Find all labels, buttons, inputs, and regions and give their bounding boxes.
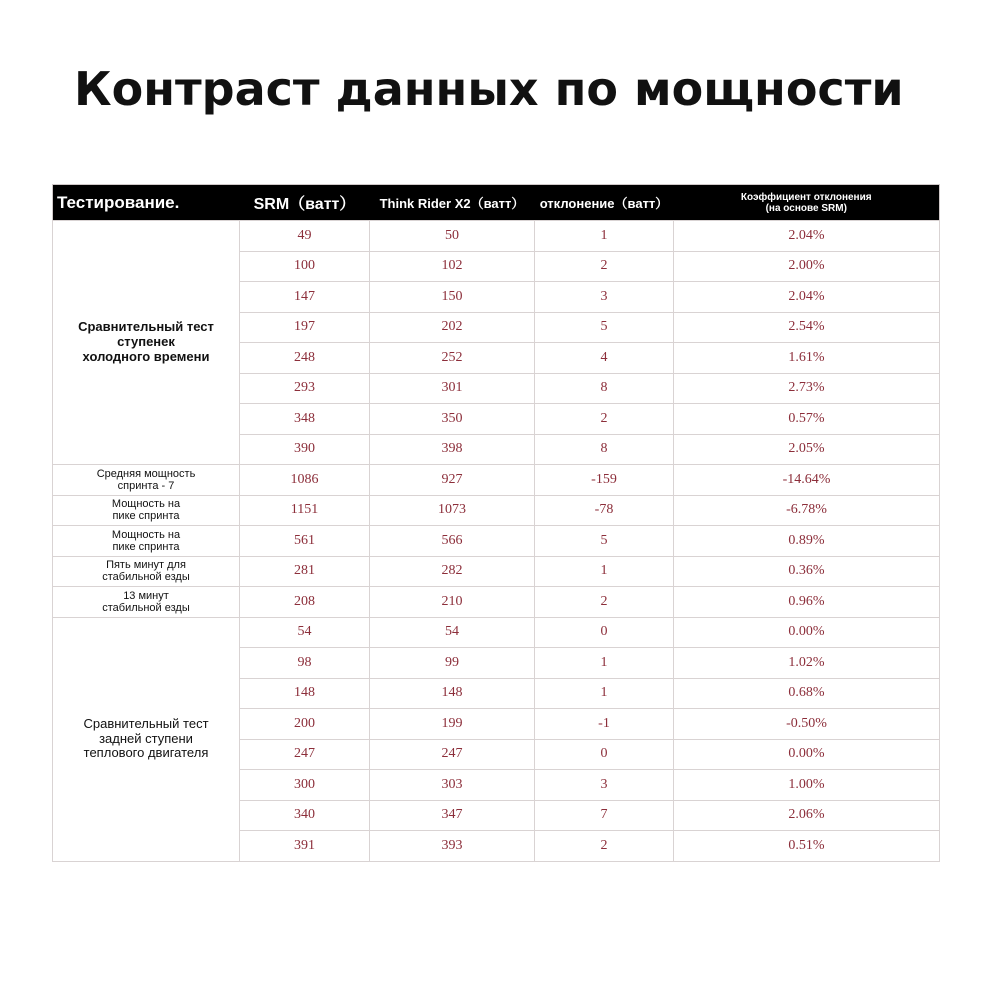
srm-value: 248	[240, 343, 370, 374]
coefficient-value: 0.89%	[674, 526, 940, 557]
coefficient-value: 0.51%	[674, 831, 940, 862]
think-rider-value: 150	[370, 282, 535, 313]
srm-value: 348	[240, 404, 370, 435]
coefficient-value: 2.00%	[674, 251, 940, 282]
deviation-value: 1	[535, 221, 674, 252]
coefficient-value: 1.00%	[674, 770, 940, 801]
coefficient-value: 2.04%	[674, 282, 940, 313]
deviation-value: 1	[535, 678, 674, 709]
coefficient-value: -6.78%	[674, 495, 940, 526]
table-body	[53, 221, 940, 862]
srm-value: 293	[240, 373, 370, 404]
deviation-value: -78	[535, 495, 674, 526]
think-rider-value: 54	[370, 617, 535, 648]
test-group-label-line: Сравнительный тест	[78, 319, 214, 335]
srm-value: 300	[240, 770, 370, 801]
think-rider-value: 350	[370, 404, 535, 435]
page-title: Контраст данных по мощности	[74, 62, 904, 116]
test-group-label-line: Пять минут для	[106, 559, 186, 572]
header-test: Тестирование.	[53, 185, 240, 221]
test-group-label	[53, 587, 240, 618]
test-group-label	[53, 617, 240, 861]
test-group-label-line: Средняя мощность	[96, 467, 196, 480]
deviation-value: 2	[535, 251, 674, 282]
think-rider-value: 148	[370, 678, 535, 709]
srm-value: 208	[240, 587, 370, 618]
think-rider-value: 927	[370, 465, 535, 496]
srm-value: 1151	[240, 495, 370, 526]
table-row	[53, 617, 940, 648]
srm-value: 197	[240, 312, 370, 343]
table-row	[53, 587, 940, 618]
deviation-value: 2	[535, 831, 674, 862]
table-row	[53, 495, 940, 526]
think-rider-value: 282	[370, 556, 535, 587]
srm-value: 391	[240, 831, 370, 862]
coefficient-value: 0.00%	[674, 739, 940, 770]
deviation-value: 3	[535, 282, 674, 313]
srm-value: 390	[240, 434, 370, 465]
test-group-label-line: задней ступени	[99, 730, 193, 746]
header-srm: SRM（ватт）	[240, 185, 370, 221]
srm-value: 561	[240, 526, 370, 557]
deviation-value: -159	[535, 465, 674, 496]
coefficient-value: 0.00%	[674, 617, 940, 648]
coefficient-value: 2.04%	[674, 221, 940, 252]
deviation-value: 5	[535, 312, 674, 343]
test-group-label	[53, 526, 240, 557]
header-think-rider: Think Rider X2（ватт）	[370, 185, 535, 221]
power-comparison-table	[52, 184, 940, 862]
deviation-value: 2	[535, 404, 674, 435]
test-group-label-line: Мощность на	[111, 498, 181, 511]
table-header-row	[53, 185, 940, 221]
think-rider-value: 50	[370, 221, 535, 252]
srm-value: 100	[240, 251, 370, 282]
deviation-value: 7	[535, 800, 674, 831]
srm-value: 148	[240, 678, 370, 709]
header-coefficient-line1: Коэффициент отклонения	[740, 191, 872, 203]
think-rider-value: 99	[370, 648, 535, 679]
test-group-label-line: 13 минут	[123, 589, 169, 602]
test-group-label-line: Мощность на	[111, 528, 181, 541]
test-group-label-line: ступенек	[117, 334, 175, 350]
srm-value: 200	[240, 709, 370, 740]
think-rider-value: 566	[370, 526, 535, 557]
think-rider-value: 303	[370, 770, 535, 801]
deviation-value: 1	[535, 556, 674, 587]
coefficient-value: 2.73%	[674, 373, 940, 404]
test-group-label-line: Сравнительный тест	[83, 715, 209, 731]
test-group-label-line: стабильной езды	[102, 601, 190, 614]
srm-value: 247	[240, 739, 370, 770]
deviation-value: 4	[535, 343, 674, 374]
test-group-label	[53, 221, 240, 465]
header-coefficient	[674, 185, 940, 221]
coefficient-value: -14.64%	[674, 465, 940, 496]
table-row	[53, 465, 940, 496]
srm-value: 340	[240, 800, 370, 831]
test-group-label	[53, 495, 240, 526]
think-rider-value: 252	[370, 343, 535, 374]
coefficient-value: 2.06%	[674, 800, 940, 831]
coefficient-value: 0.96%	[674, 587, 940, 618]
coefficient-value: 1.02%	[674, 648, 940, 679]
think-rider-value: 102	[370, 251, 535, 282]
think-rider-value: 398	[370, 434, 535, 465]
think-rider-value: 347	[370, 800, 535, 831]
think-rider-value: 301	[370, 373, 535, 404]
deviation-value: 1	[535, 648, 674, 679]
think-rider-value: 1073	[370, 495, 535, 526]
coefficient-value: 2.54%	[674, 312, 940, 343]
test-group-label-line: пике спринта	[112, 540, 180, 553]
deviation-value: 0	[535, 739, 674, 770]
deviation-value: 2	[535, 587, 674, 618]
test-group-label	[53, 465, 240, 496]
srm-value: 49	[240, 221, 370, 252]
think-rider-value: 202	[370, 312, 535, 343]
think-rider-value: 210	[370, 587, 535, 618]
coefficient-value: 0.57%	[674, 404, 940, 435]
table-row	[53, 221, 940, 252]
test-group-label-line: теплового двигателя	[83, 745, 209, 761]
think-rider-value: 199	[370, 709, 535, 740]
coefficient-value: -0.50%	[674, 709, 940, 740]
srm-value: 147	[240, 282, 370, 313]
header-coefficient-line2: (на основе SRM)	[765, 202, 847, 214]
test-group-label-line: стабильной езды	[102, 571, 190, 584]
table-row	[53, 526, 940, 557]
coefficient-value: 1.61%	[674, 343, 940, 374]
deviation-value: 3	[535, 770, 674, 801]
test-group-label-line: спринта - 7	[117, 479, 175, 492]
table-row	[53, 556, 940, 587]
test-group-label	[53, 556, 240, 587]
srm-value: 1086	[240, 465, 370, 496]
srm-value: 54	[240, 617, 370, 648]
coefficient-value: 2.05%	[674, 434, 940, 465]
coefficient-value: 0.36%	[674, 556, 940, 587]
deviation-value: 8	[535, 373, 674, 404]
deviation-value: 0	[535, 617, 674, 648]
think-rider-value: 393	[370, 831, 535, 862]
deviation-value: 5	[535, 526, 674, 557]
think-rider-value: 247	[370, 739, 535, 770]
test-group-label-line: пике спринта	[112, 510, 180, 523]
coefficient-value: 0.68%	[674, 678, 940, 709]
deviation-value: -1	[535, 709, 674, 740]
test-group-label-line: холодного времени	[82, 348, 210, 364]
header-deviation: отклонение（ватт）	[535, 185, 674, 221]
deviation-value: 8	[535, 434, 674, 465]
srm-value: 281	[240, 556, 370, 587]
srm-value: 98	[240, 648, 370, 679]
